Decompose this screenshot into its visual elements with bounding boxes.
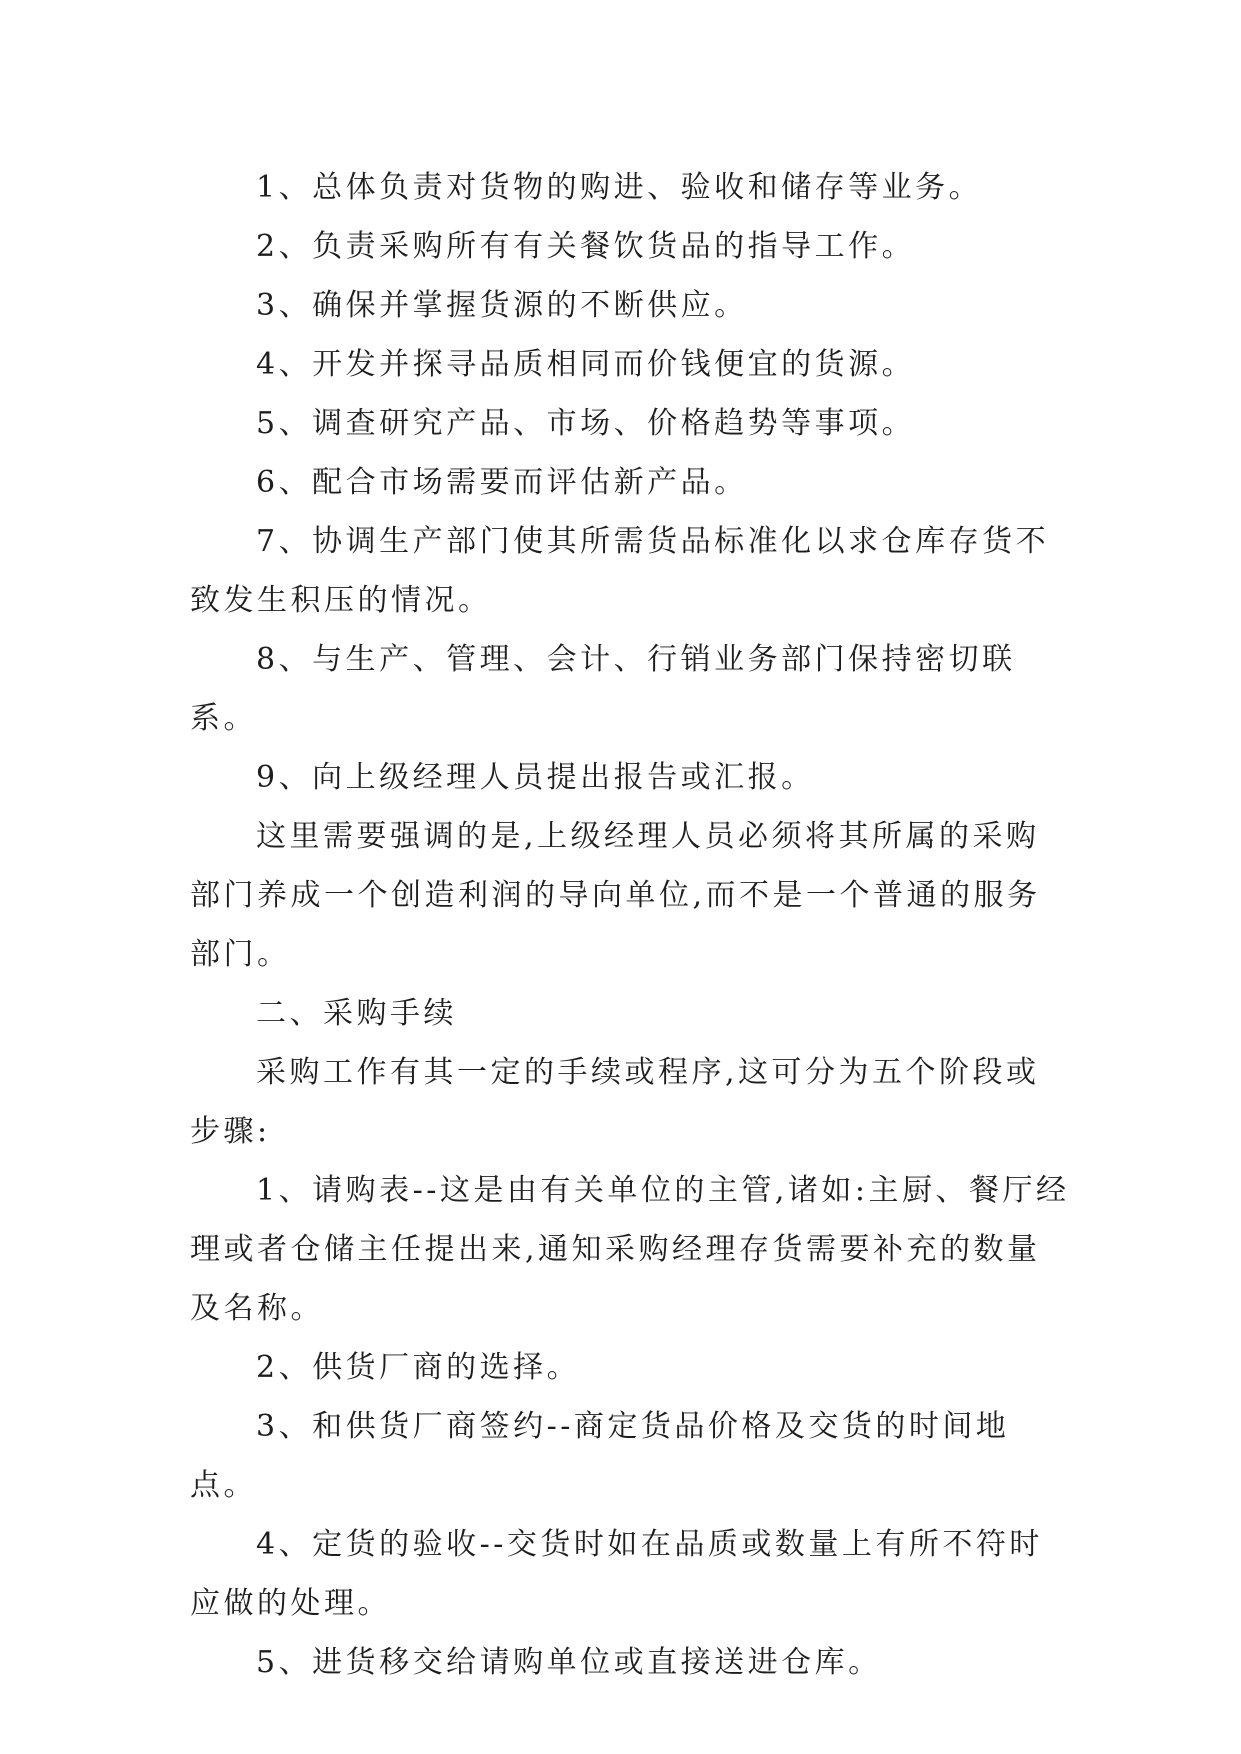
paragraph-step-1: 1、请购表--这是由有关单位的主管,诸如:主厨、餐厅经理或者仓储主任提出来,通知采购经理存货需要补充的数量及名称。	[190, 1173, 1070, 1326]
section-heading-procedure: 二、采购手续	[256, 996, 457, 1031]
paragraph-step-5: 5、进货移交给请购单位或直接送进仓库。	[256, 1645, 882, 1680]
paragraph-duty-2: 2、负责采购所有有关餐饮货品的指导工作。	[256, 229, 916, 264]
paragraph-duty-4: 4、开发并探寻品质相同而价钱便宜的货源。	[256, 347, 916, 382]
paragraph-duty-1: 1、总体负责对货物的购进、验收和储存等业务。	[256, 170, 983, 205]
paragraph-duty-9: 9、向上级经理人员提出报告或汇报。	[256, 760, 815, 795]
paragraph-duty-7: 7、协调生产部门使其所需货品标准化以求仓库存货不致发生积压的情况。	[190, 524, 1050, 618]
paragraph-duty-5: 5、调查研究产品、市场、价格趋势等事项。	[256, 406, 916, 441]
paragraph-duty-8: 8、与生产、管理、会计、行销业务部门保持密切联系。	[190, 642, 1016, 736]
paragraph-emphasis: 这里需要强调的是,上级经理人员必须将其所属的采购部门养成一个创造利润的导向单位,而不是一个普通的服务部门。	[190, 819, 1041, 972]
paragraph-duty-3: 3、确保并掌握货源的不断供应。	[256, 288, 748, 323]
paragraph-step-2: 2、供货厂商的选择。	[256, 1350, 581, 1385]
paragraph-duty-6: 6、配合市场需要而评估新产品。	[256, 465, 748, 500]
document-body	[190, 158, 1070, 1692]
paragraph-step-4: 4、定货的验收--交货时如在品质或数量上有所不符时应做的处理。	[190, 1527, 1043, 1621]
paragraph-step-3: 3、和供货厂商签约--商定货品价格及交货的时间地点。	[190, 1409, 1010, 1503]
paragraph-procedure-intro: 采购工作有其一定的手续或程序,这可分为五个阶段或步骤:	[190, 1055, 1040, 1149]
